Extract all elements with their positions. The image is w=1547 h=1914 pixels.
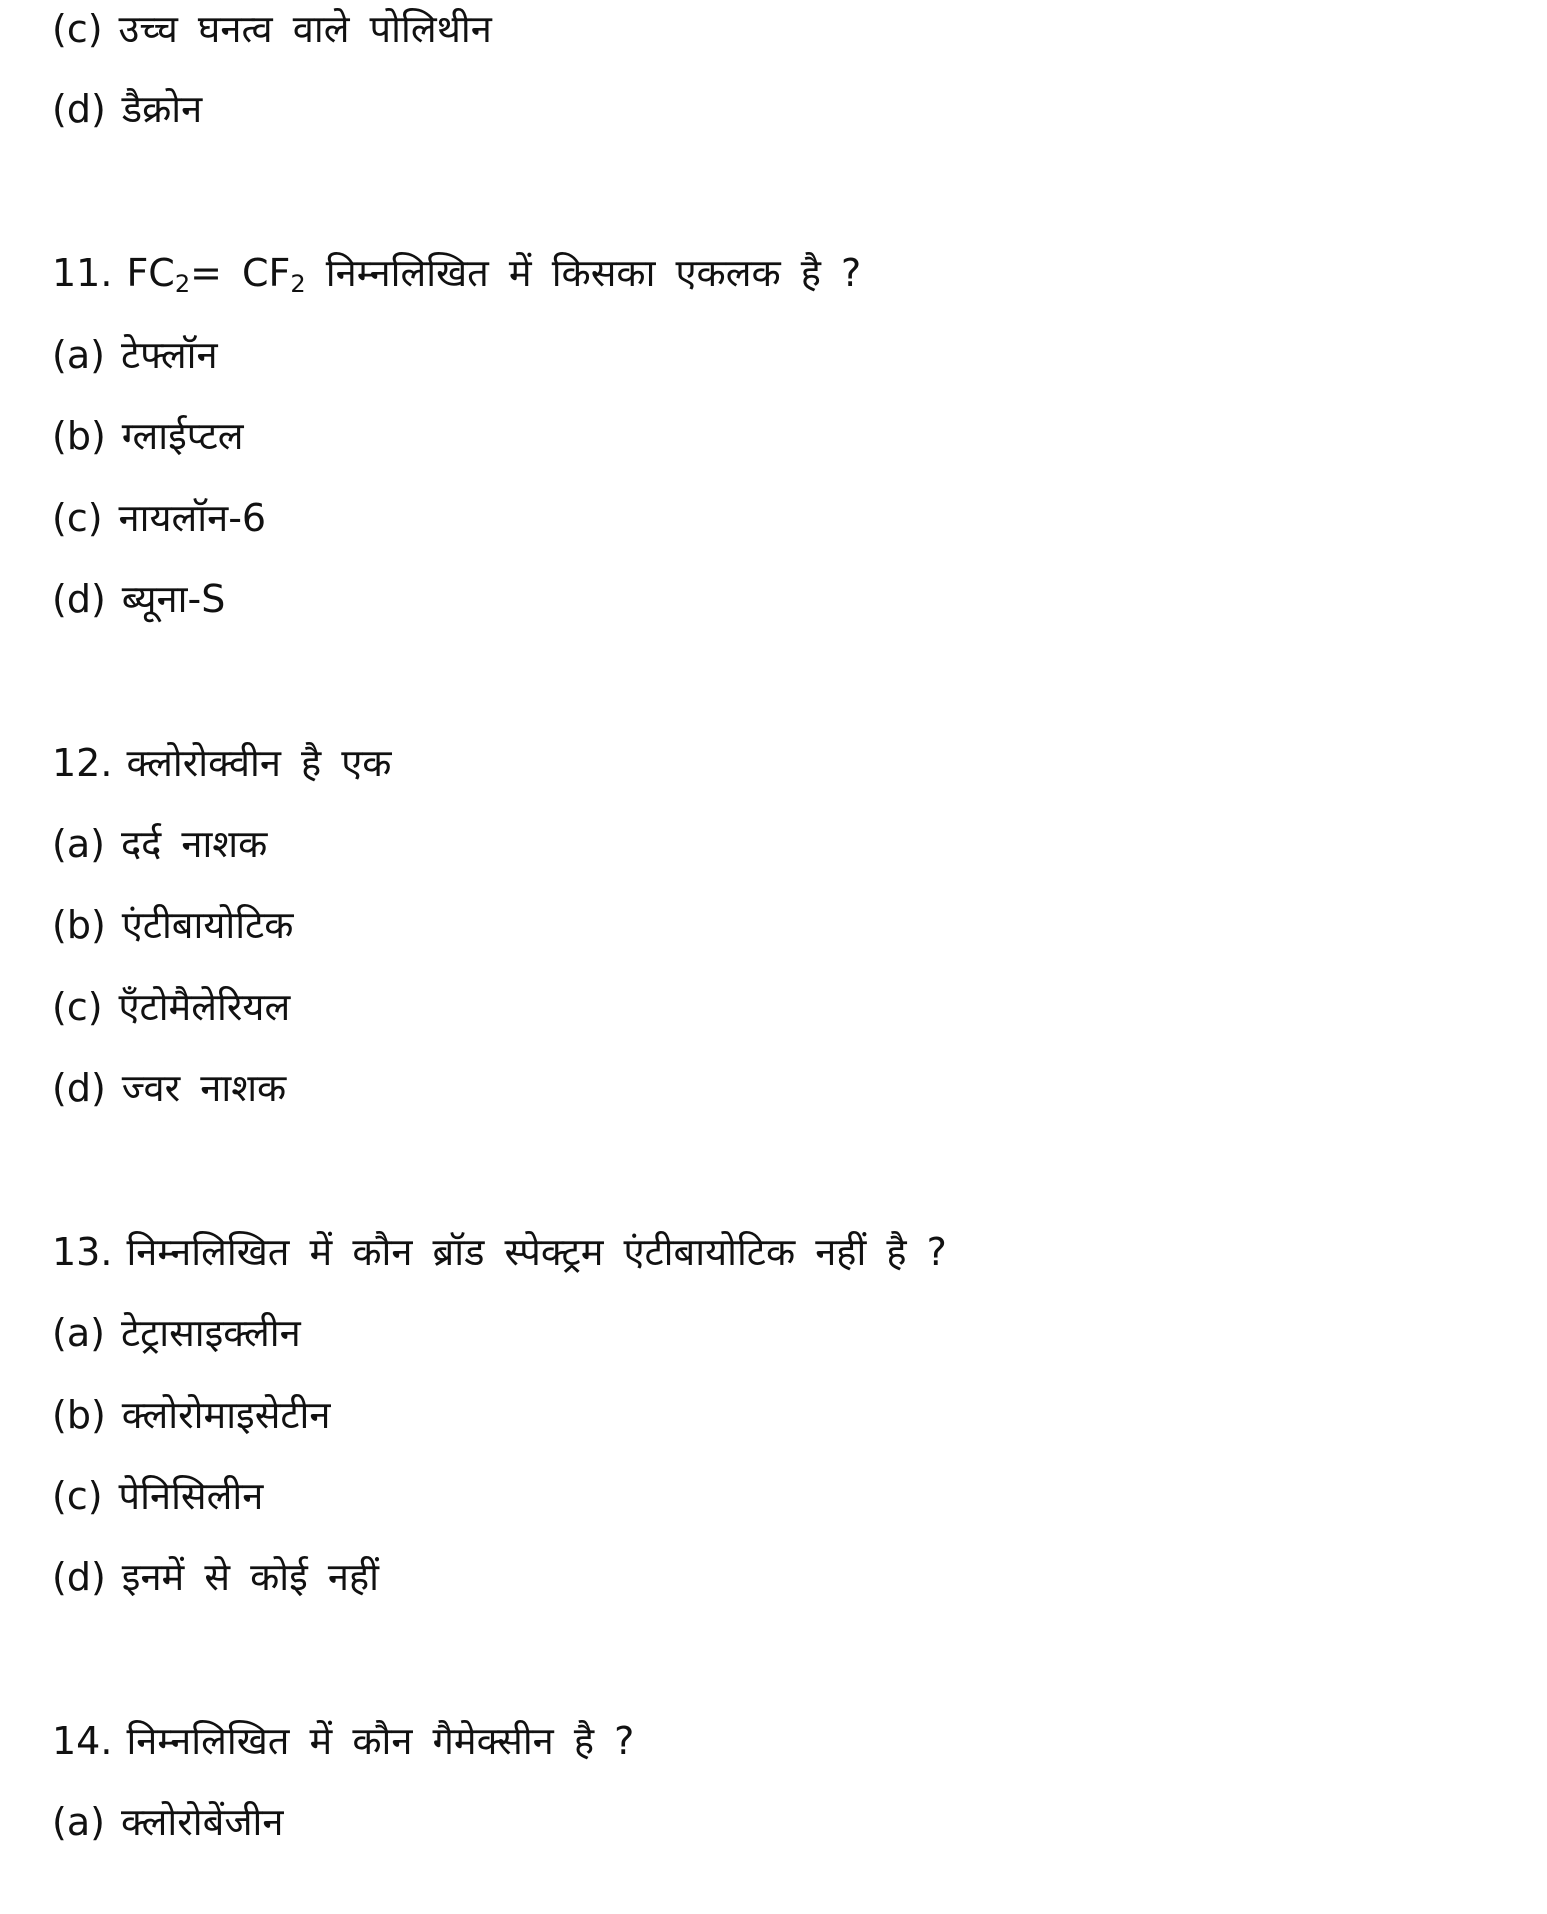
option-text: पेनिसिलीन — [118, 1474, 264, 1518]
option-label: (c) — [52, 496, 103, 540]
option-text: दर्द नाशक — [120, 822, 268, 866]
option-text: नायलॉन-6 — [118, 496, 267, 540]
option-c — [52, 493, 266, 543]
question-text: निम्नलिखित में किसका एकलक है ? — [325, 251, 862, 295]
option-a — [52, 819, 267, 869]
option-text: ब्यूना-S — [121, 577, 226, 621]
option-a — [52, 1797, 283, 1847]
question-13 — [52, 1227, 947, 1277]
option-text: ऍंटोमैलेरियल — [118, 985, 291, 1029]
option-b — [52, 1390, 330, 1440]
option-label: (d) — [52, 1066, 106, 1110]
option-label: (b) — [52, 1393, 106, 1437]
option-label: (b) — [52, 903, 106, 947]
option-b — [52, 411, 244, 461]
question-text: क्लोरोक्वीन है एक — [126, 741, 392, 785]
option-label: (c) — [52, 7, 103, 51]
option-b — [52, 900, 293, 950]
option-label: (d) — [52, 87, 106, 131]
option-c-prev — [52, 4, 492, 54]
question-text: निम्नलिखित में कौन ब्रॉड स्पेक्ट्रम एंटीबायोटिक नहीं है ? — [126, 1230, 947, 1274]
question-number: 12. — [52, 741, 113, 785]
option-c — [52, 1471, 263, 1521]
option-text: ग्लाईप्टल — [121, 414, 244, 458]
option-a — [52, 1308, 301, 1358]
option-a — [52, 330, 218, 380]
option-label: (d) — [52, 1555, 106, 1599]
question-14 — [52, 1716, 634, 1766]
option-d — [52, 574, 225, 624]
option-d — [52, 1552, 379, 1602]
option-label: (b) — [52, 414, 106, 458]
question-11 — [52, 248, 861, 298]
option-label: (a) — [52, 822, 105, 866]
option-text: टेट्रासाइक्लीन — [120, 1311, 301, 1355]
option-text: टेफ्लॉन — [120, 333, 218, 377]
option-label: (a) — [52, 333, 105, 377]
question-number: 11. — [52, 251, 113, 295]
question-12 — [52, 738, 391, 788]
option-text: उच्च घनत्व वाले पोलिथीन — [118, 7, 492, 51]
question-number: 14. — [52, 1719, 113, 1763]
option-text: क्लोरोबेंजीन — [120, 1800, 284, 1844]
option-text: डैक्रोन — [121, 87, 203, 131]
option-label: (c) — [52, 1474, 103, 1518]
question-text: निम्नलिखित में कौन गैमेक्सीन है ? — [126, 1719, 635, 1763]
option-text: एंटीबायोटिक — [121, 903, 294, 947]
option-c — [52, 982, 290, 1032]
question-number: 13. — [52, 1230, 113, 1274]
option-d-prev — [52, 84, 202, 134]
option-d — [52, 1063, 286, 1113]
option-text: क्लोरोमाइसेटीन — [121, 1393, 331, 1437]
option-label: (a) — [52, 1800, 105, 1844]
option-label: (a) — [52, 1311, 105, 1355]
formula: $FC_2= CF_2$ — [126, 251, 306, 298]
option-text: इनमें से कोई नहीं — [121, 1555, 379, 1599]
option-label: (c) — [52, 985, 103, 1029]
option-text: ज्वर नाशक — [121, 1066, 287, 1110]
option-label: (d) — [52, 577, 106, 621]
